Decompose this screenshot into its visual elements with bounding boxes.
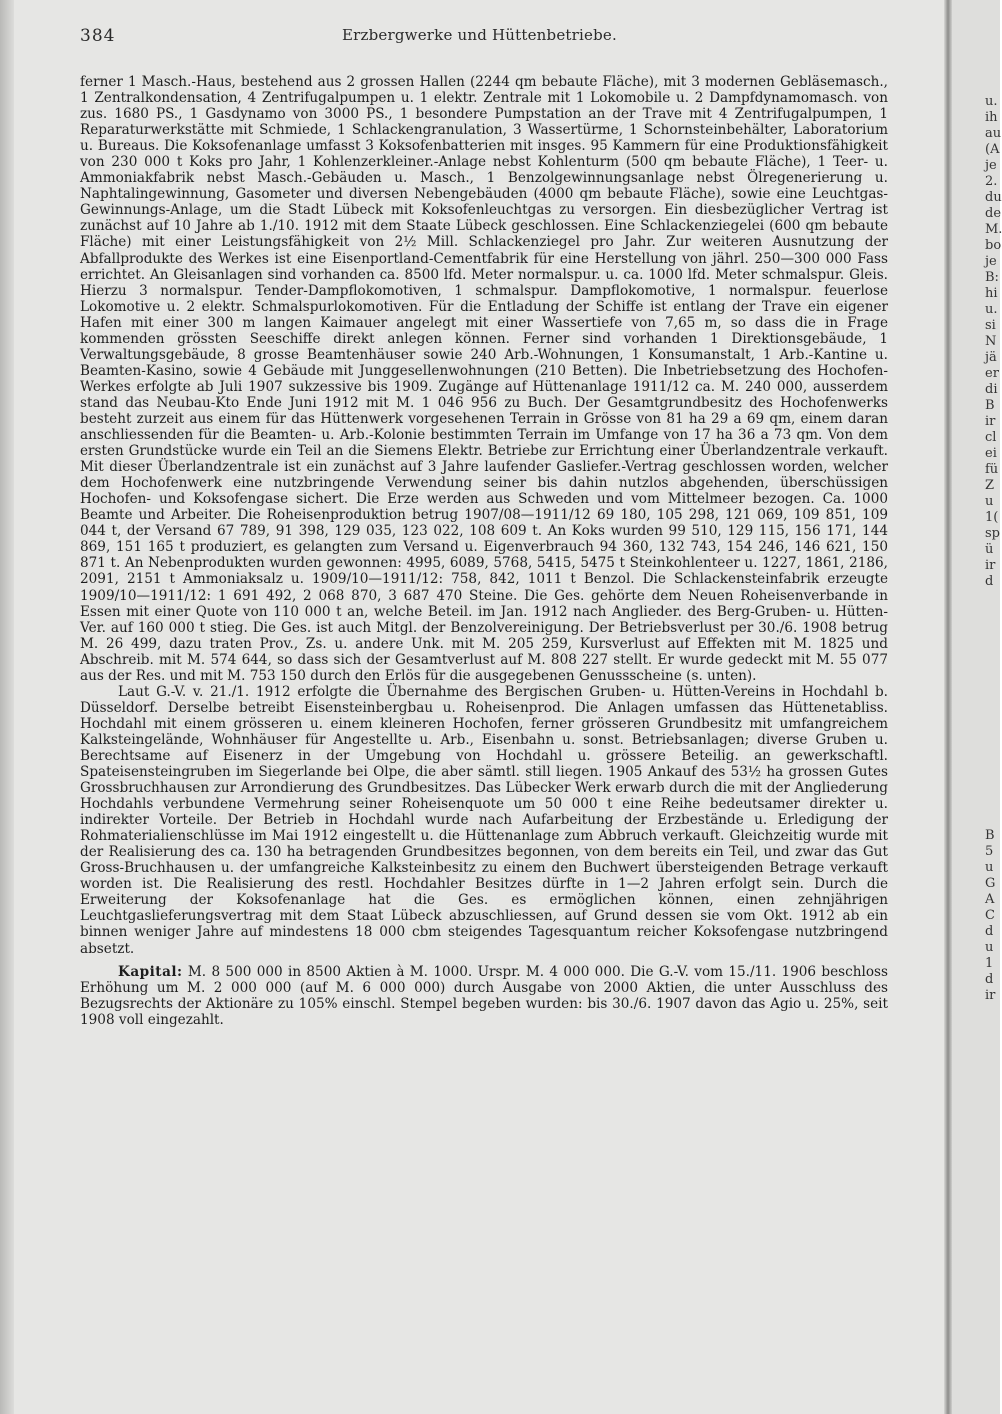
facing-page-fragment: er bbox=[985, 366, 999, 381]
facing-page-fragment: M. bbox=[985, 222, 1002, 237]
facing-page-fragment: hi bbox=[985, 286, 998, 301]
facing-page-fragment: sp bbox=[985, 526, 1000, 541]
paragraph-capital bbox=[80, 964, 888, 1028]
facing-page-fragment: jä bbox=[985, 350, 997, 365]
facing-page-fragment: A bbox=[985, 892, 995, 907]
facing-page-fragment: je bbox=[985, 158, 997, 173]
facing-page-fragment: bo bbox=[985, 238, 1002, 253]
facing-page-fragment: 5 bbox=[985, 844, 994, 859]
facing-page-fragment: cl bbox=[985, 430, 997, 445]
facing-page-fragment: (A bbox=[985, 142, 1000, 157]
facing-page-fragment: je bbox=[985, 254, 997, 269]
page-header bbox=[80, 26, 888, 50]
facing-page-fragment: ei bbox=[985, 446, 997, 461]
facing-page-fragment: B bbox=[985, 398, 995, 413]
facing-page-fragment: 1( bbox=[985, 510, 999, 525]
page-body bbox=[80, 74, 888, 1028]
facing-page-fragment: au bbox=[985, 126, 1002, 141]
facing-page-fragment: de bbox=[985, 206, 1002, 221]
facing-page-fragment: u bbox=[985, 860, 994, 875]
facing-page-fragment: d bbox=[985, 924, 994, 939]
facing-page-fragment: N bbox=[985, 334, 997, 349]
facing-page-fragment: d bbox=[985, 574, 994, 589]
facing-page-fragment: 1 bbox=[985, 956, 994, 971]
book-spine-edge bbox=[0, 0, 14, 1414]
facing-page-fragment: 2. bbox=[985, 174, 998, 189]
facing-page-fragment: ir bbox=[985, 558, 996, 573]
facing-page-fragment: u bbox=[985, 494, 994, 509]
facing-page-fragment: u bbox=[985, 940, 994, 955]
facing-page-fragment: ih bbox=[985, 110, 998, 125]
facing-page-fragment: di bbox=[985, 382, 998, 397]
facing-page-fragment: ir bbox=[985, 988, 996, 1003]
facing-page-fragment: d bbox=[985, 972, 994, 987]
facing-page-fragment: B: bbox=[985, 270, 999, 285]
paragraph-luebeck-works: ferner 1 Masch.-Haus, bestehend aus 2 grossen Hallen (2244 qm bebaute Fläche), mit 3 modernen Gebläsemasch., 1 Zentralkondensation, 4 Zentrifugalpumpen u. 1 elektr. Zentrale mit 1 Lokomobile u. 2 Dampfdynamomasch. von zus. 1680 PS., 1 Gasdynamo von 3000 PS., 1 besondere Pumpstation an der Trave mit 4 Zentrifugalpumpen, 1 Reparaturwerkstätte mit Schmiede, 1 Schlackengranulation, 3 Wassertürme, 1 Schornsteinbehälter, Laboratorium u. Bureaus. Die Koksofenanlage umfasst 3 Koksofenbatterien mit insges. 95 Kammern für eine Produktionsfähigkeit von 230 000 t Koks pro Jahr, 1 Kohlenzerkleiner.-Anlage nebst Kohlenturm (500 qm bebaute Fläche), 1 Teer- u. Ammoniakfabrik nebst Masch.-Gebäuden u. Masch., 1 Benzolgewinnungsanlage nebst Ölregenerierung u. Naphtalingewinnung, Gasometer und diversen Nebengebäuden (4000 qm bebaute Fläche), sowie eine Leuchtgas-Gewinnungs-Anlage, um die Stadt Lübeck mit Koksofenleuchtgas zu versorgen. Ein diesbezüglicher Vertrag ist zunächst auf 10 Jahre ab 1./10. 1912 mit dem Staate Lübeck geschlossen. Eine Schlackenziegelei (600 qm bebaute Fläche) mit einer Leistungsfähigkeit von 2½ Mill. Schlackenziegel pro Jahr. Zur weiteren Ausnutzung der Abfallprodukte des Werkes ist eine Eisenportland-Cementfabrik für eine Herstellung von jährl. 250—300 000 Fass errichtet. An Gleisanlagen sind vorhanden ca. 8500 lfd. Meter normalspur. u. ca. 1000 lfd. Meter schmalspur. Gleis. Hierzu 3 normalspur. Tender-Dampflokomotiven, 1 schmalspur. Dampflokomotive, 1 normalspur. feuerlose Lokomotive u. 2 elektr. Schmalspurlokomotiven. Für die Entladung der Schiffe ist entlang der Trave ein eigener Hafen mit einer 300 m langen Kaimauer angelegt mit einer Wassertiefe von 7,65 m, so dass die in Frage kommenden grössten Seeschiffe direkt anlegen können. Ferner sind vorhanden 1 Direktionsgebäude, 1 Verwaltungsgebäude, 8 grosse Beamtenhäuser sowie 240 Arb.-Wohnungen, 1 Konsumanstalt, 1 Arb.-Kantine u. Beamten-Kasino, sowie 4 Gebäude mit Junggesellenwohnungen (210 Betten). Die Inbetriebsetzung des Hochofen-Werkes erfolgte ab Juli 1907 sukzessive bis 1909. Zugänge auf Hüttenanlage 1911/12 ca. M. 240 000, ausserdem stand das Neubau-Kto Ende Juni 1912 mit M. 1 046 956 zu Buch. Der Gesamtgrundbesitz des Hochofenwerks besteht zurzeit aus einem für das Hüttenwerk vorgesehenen Terrain in Grösse von 81 ha 29 a 69 qm, einem daran anschliessenden für die Beamten- u. Arb.-Kolonie bestimmten Terrain im Umfange von 17 ha 36 a 73 qm. Von dem ersten Grundstücke wurde ein Teil an die Siemens Elektr. Betriebe zur Errichtung einer Überlandzentrale verkauft. Mit dieser Überlandzentrale ist ein zunächst auf 3 Jahre laufender Gasliefer.-Vertrag geschlossen worden, welcher dem Hochofenwerk eine nutzbringende Verwendung seiner bis dahin nutzlos abgehenden, überschüssigen Hochofen- und Koksofengase sichert. Die Erze werden aus Schweden und vom Mittelmeer bezogen. Ca. 1000 Beamte und Arbeiter. Die Roheisenproduktion betrug 1907/08—1911/12 69 180, 105 298, 121 069, 109 851, 109 044 t, der Versand 67 789, 91 398, 129 035, 123 022, 108 609 t. An Koks wurden 99 510, 129 115, 156 171, 144 869, 151 165 t produziert, es gelangten zum Versand u. Eigenverbrauch 94 360, 132 743, 154 246, 146 621, 150 871 t. An Nebenprodukten wurden gewonnen: 4995, 6089, 5768, 5415, 5475 t Steinkohlenteer u. 1227, 1861, 2186, 2091, 2151 t Ammoniaksalz u. 1909/10—1911/12: 758, 842, 1011 t Benzol. Die Schlackensteinfabrik erzeugte 1909/10—1911/12: 1 691 492, 2 068 870, 3 687 470 Steine. Die Ges. gehörte dem Neuen Roheisenverbande in Essen mit einer Quote von 110 000 t an, welche Beteil. im Jan. 1912 nach Anglieder. des Berg-Gruben- u. Hütten-Ver. auf 160 000 t stieg. Die Ges. ist auch Mitgl. der Benzolvereinigung. Der Betriebsverlust per 30./6. 1908 betrug M. 26 499, dazu traten Prov., Zs. u. andere Unk. mit M. 205 259, Kursverlust auf Effekten mit M. 1825 und Abschreib. mit M. 574 644, so dass sich der Gesamtverlust auf M. 808 227 stellt. Er wurde gedeckt mit M. 55 077 aus der Res. und mit M. 753 150 durch den Erlös für die ausgegebenen Genussscheine (s. unten). bbox=[80, 74, 888, 684]
facing-page-fragment: Z bbox=[985, 478, 995, 493]
page-number: 384 bbox=[80, 26, 116, 46]
facing-page-fragment: ü bbox=[985, 542, 994, 557]
facing-page-fragment: fü bbox=[985, 462, 999, 477]
facing-page-fragment: u. bbox=[985, 302, 998, 317]
facing-page-fragment: ir bbox=[985, 414, 996, 429]
facing-page-fragment: B bbox=[985, 828, 995, 843]
capital-text: M. 8 500 000 in 8500 Aktien à M. 1000. Urspr. M. 4 000 000. Die G.-V. vom 15./11. 1906 beschloss Erhöhung um M. 2 000 000 (auf M. 6 000 000) durch Ausgabe von 2000 Aktien, die unter Ausschluss des Bezugsrechts der Aktionäre zu 105% einschl. Stempel begeben wurden: bis 30./6. 1907 davon das Agio u. 25%, seit 1908 voll eingezahlt. bbox=[80, 963, 888, 1028]
facing-page-fragment: du bbox=[985, 190, 1002, 205]
facing-page-fragment: G bbox=[985, 876, 996, 891]
facing-page-edge bbox=[952, 0, 1000, 1414]
running-title: Erzbergwerke und Hüttenbetriebe. bbox=[342, 26, 617, 44]
facing-page-fragment: u. bbox=[985, 94, 998, 109]
capital-label: Kapital: bbox=[118, 963, 183, 980]
paragraph-hochdahl-merger: Laut G.-V. v. 21./1. 1912 erfolgte die Übernahme des Bergischen Gruben- u. Hütten-Vereins in Hochdahl b. Düsseldorf. Derselbe betreibt Eisensteinbergbau u. Roheisenprod. Die Anlagen umfassen das Hüttenetabliss. Hochdahl mit einem grösseren u. einem kleineren Hochofen, ferner grösseren Grundbesitz mit umfangreichem Kalksteingelände, Wohnhäuser für Angestellte u. Arb., Eisenbahn u. sonst. Betriebsanlagen; diverse Gruben u. Berechtsame auf Eisenerz in der Umgebung von Hochdahl u. grössere Beteilig. an gewerkschaftl. Spateisensteingruben im Siegerlande bei Olpe, die aber sämtl. still liegen. 1905 Ankauf des 53½ ha grossen Gutes Grossbruchhausen zur Arrondierung des Grundbesitzes. Das Lübecker Werk erwarb durch die mit der Angliederung Hochdahls verbundene Vermehrung seiner Roheisenquote um 50 000 t eine Reihe bedeutsamer direkter u. indirekter Vorteile. Der Betrieb in Hochdahl wurde nach Aufarbeitung der Erzbestände u. Erledigung der Rohmaterialienschlüsse im Mai 1912 eingestellt u. die Hüttenanlage zum Abbruch verkauft. Gleichzeitig wurde mit der Realisierung des ca. 130 ha betragenden Grundbesitzes begonnen, von dem bereits ein Teil, und zwar das Gut Gross-Bruchhausen u. der umfangreiche Kalksteinbesitz zu einem den Buchwert übersteigenden Betrage verkauft worden ist. Die Realisierung des restl. Hochdahler Besitzes dürfte in 1—2 Jahren erfolgt sein. Durch die Erweiterung der Koksofenanlage hat die Ges. es ermöglichen können, einen zehnjährigen Leuchtgaslieferungsvertrag mit dem Staat Lübeck abzuschliessen, auf Grund dessen sie vom Okt. 1912 ab ein binnen weniger Jahre auf mindestens 18 000 cbm steigendes Tagesquantum reicher Koksofengase nutzbringend absetzt. bbox=[80, 683, 888, 957]
book-gutter bbox=[944, 0, 952, 1414]
facing-page-fragment: si bbox=[985, 318, 996, 333]
facing-page-fragment: C bbox=[985, 908, 995, 923]
